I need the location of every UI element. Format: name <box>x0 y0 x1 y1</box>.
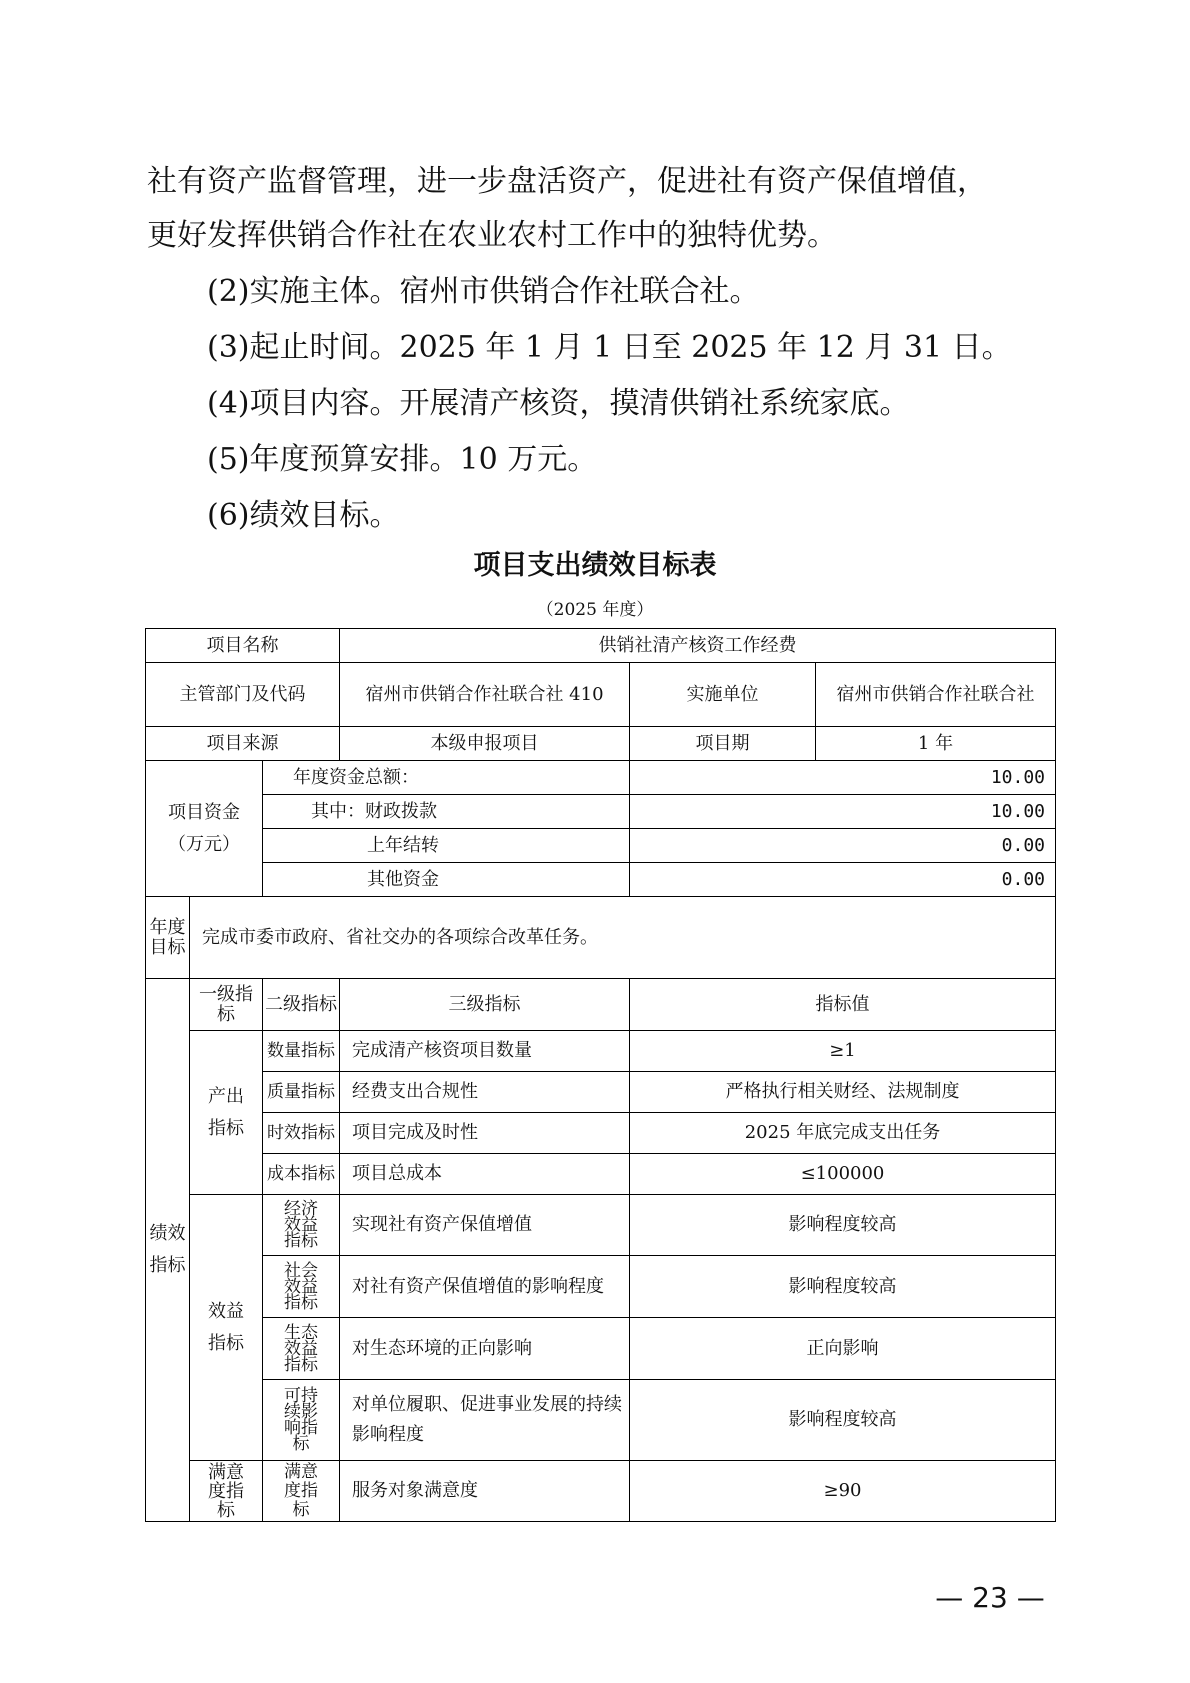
header-value: 指标值 <box>630 979 1056 1031</box>
paragraph-implementer: (2)实施主体。宿州市供销合作社联合社。 <box>207 274 760 309</box>
level3-cell: 项目完成及时性 <box>340 1113 630 1154</box>
funds-label <box>146 761 263 897</box>
level2-cell: 社会效益指标 <box>263 1256 340 1318</box>
funds-carryover-value: 0.00 <box>630 829 1056 863</box>
level3-cell: 对生态环境的正向影响 <box>340 1318 630 1380</box>
funds-fiscal-label: 其中：财政拨款 <box>263 795 630 829</box>
funds-carryover-label: 上年结转 <box>263 829 630 863</box>
page-number: — 23 — <box>935 1581 1045 1614</box>
level2-cell: 可持续影响指标 <box>263 1380 340 1461</box>
funds-total-value: 10.00 <box>630 761 1056 795</box>
value-cell: 影响程度较高 <box>630 1195 1056 1256</box>
project-name-value: 供销社清产核资工作经费 <box>340 629 1056 663</box>
perf-indicator-label: 绩效指标 <box>146 979 190 1522</box>
paragraph-line-2: 更好发挥供销合作社在农业农村工作中的独特优势。 <box>147 218 837 253</box>
level3-cell: 服务对象满意度 <box>340 1461 630 1522</box>
funds-other-value: 0.00 <box>630 863 1056 897</box>
value-cell: 正向影响 <box>630 1318 1056 1380</box>
header-level3: 三级指标 <box>340 979 630 1031</box>
value-cell: ≤100000 <box>630 1154 1056 1195</box>
output-indicator-label: 产出指标 <box>190 1031 263 1195</box>
period-value: 1 年 <box>816 727 1056 761</box>
level3-cell: 完成清产核资项目数量 <box>340 1031 630 1072</box>
annual-goal-text: 完成市委市政府、省社交办的各项综合改革任务。 <box>190 897 1056 979</box>
satisfaction-indicator-label: 满意度指标 <box>190 1461 263 1522</box>
value-cell: 严格执行相关财经、法规制度 <box>630 1072 1056 1113</box>
value-cell: ≥90 <box>630 1461 1056 1522</box>
level2-cell: 生态效益指标 <box>263 1318 340 1380</box>
source-value: 本级申报项目 <box>340 727 630 761</box>
level3-cell: 实现社有资产保值增值 <box>340 1195 630 1256</box>
level2-cell: 数量指标 <box>263 1031 340 1072</box>
impl-value: 宿州市供销合作社联合社 <box>816 663 1056 727</box>
table-year: （2025 年度） <box>536 600 654 620</box>
dept-value: 宿州市供销合作社联合社 410 <box>340 663 630 727</box>
funds-unit: （万元） <box>168 833 240 855</box>
value-cell: 2025 年底完成支出任务 <box>630 1113 1056 1154</box>
paragraph-period: (3)起止时间。2025 年 1 月 1 日至 2025 年 12 月 31 日。 <box>207 330 1012 365</box>
paragraph-content: (4)项目内容。开展清产核资，摸清供销社系统家底。 <box>207 386 910 421</box>
table-title: 项目支出绩效目标表 <box>473 550 717 581</box>
funds-other-label: 其他资金 <box>263 863 630 897</box>
funds-total-label: 年度资金总额： <box>263 761 630 795</box>
funds-label-text: 项目资金 <box>168 801 240 823</box>
impl-label: 实施单位 <box>630 663 816 727</box>
level3-cell: 经费支出合规性 <box>340 1072 630 1113</box>
annual-goal-label: 年度目标 <box>146 897 190 979</box>
level2-cell: 满意度指标 <box>263 1461 340 1522</box>
level2-cell: 质量指标 <box>263 1072 340 1113</box>
period-label: 项目期 <box>630 727 816 761</box>
benefit-indicator-label: 效益指标 <box>190 1195 263 1461</box>
header-level1: 一级指标 <box>190 979 263 1031</box>
project-name-label: 项目名称 <box>146 629 340 663</box>
level2-cell: 时效指标 <box>263 1113 340 1154</box>
dept-label: 主管部门及代码 <box>146 663 340 727</box>
paragraph-budget: (5)年度预算安排。10 万元。 <box>207 442 598 477</box>
header-level2: 二级指标 <box>263 979 340 1031</box>
source-label: 项目来源 <box>146 727 340 761</box>
level2-cell: 成本指标 <box>263 1154 340 1195</box>
level3-cell: 对单位履职、促进事业发展的持续影响程度 <box>340 1380 630 1461</box>
funds-fiscal-value: 10.00 <box>630 795 1056 829</box>
paragraph-line-1: 社有资产监督管理，进一步盘活资产，促进社有资产保值增值， <box>147 164 987 199</box>
value-cell: ≥1 <box>630 1031 1056 1072</box>
level3-cell: 对社有资产保值增值的影响程度 <box>340 1256 630 1318</box>
value-cell: 影响程度较高 <box>630 1256 1056 1318</box>
paragraph-goal: (6)绩效目标。 <box>207 498 400 533</box>
level3-cell: 项目总成本 <box>340 1154 630 1195</box>
performance-target-table <box>145 628 1056 1522</box>
level2-cell: 经济效益指标 <box>263 1195 340 1256</box>
value-cell: 影响程度较高 <box>630 1380 1056 1461</box>
